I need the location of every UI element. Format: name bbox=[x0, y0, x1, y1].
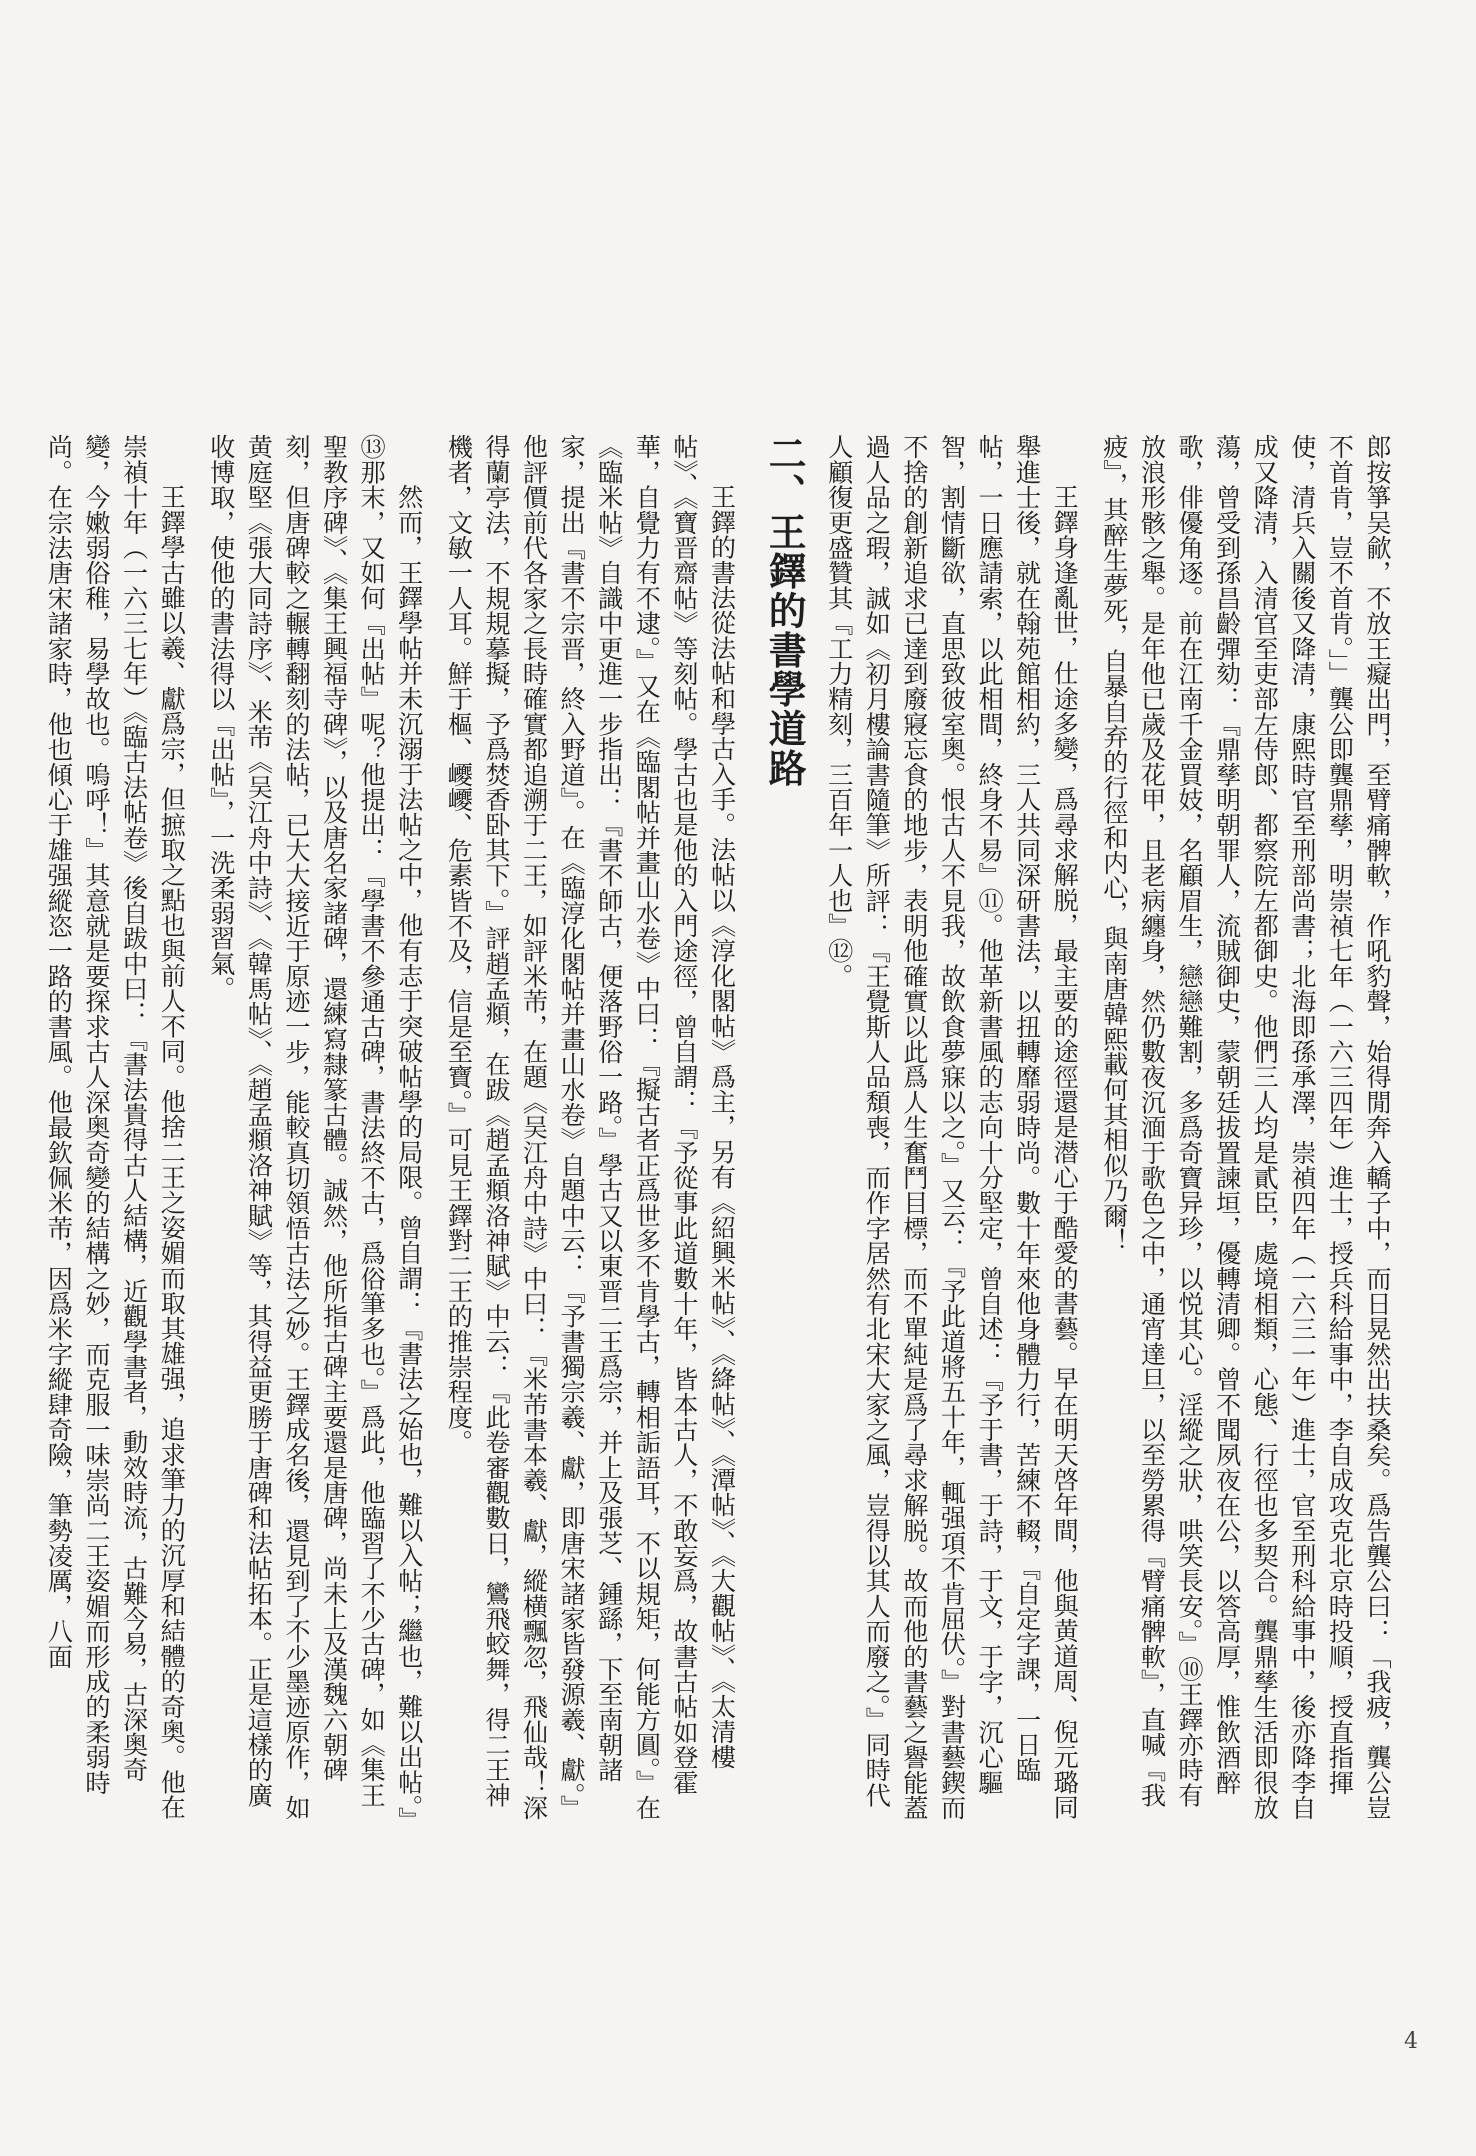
vertical-text-body bbox=[44, 434, 1396, 1824]
paragraph-3: 王鐸的書法從法帖和學古入手。法帖以《淳化閣帖》爲主，另有《紹興米帖》、《絳帖》、《潭帖》、《大觀帖》、《太清樓帖》、《寶晋齋帖》等刻帖。學古也是他的入門途徑，曾自謂：『予從事此道數十年，皆本古人，不敢妄爲，故書古帖如登霍華，自覺力有不逮。』又在《臨閣帖并畫山水卷》中曰：『擬古者正爲世多不肯學古，轉相詬語耳，不以規矩，何能方圓。』在《臨米帖》自識中更進一步指出：『書不師古，便落野俗一路。』學古又以東晋二王爲宗，并上及張芝、鍾繇，下至南朝諸家，提出『書不宗晋，終入野道』。在《臨淳化閣帖并畫山水卷》自題中云：『予書獨宗羲、獻，即唐宋諸家皆發源羲、獻。』他評價前代各家之長時確實都追溯于二王，如評米芾，在題《吴江舟中詩》中曰：『米芾書本羲、獻，縱横飄忽，飛仙哉！深得蘭亭法，不規規摹擬，予爲焚香卧其下。』評趙孟頫，在跋《趙孟頫洛神賦》中云：『此卷審觀數日，鸞飛蛟舞，得二王神機者，文敏一人耳。鮮于樞、巎巎、危素皆不及，信是至寶。』可見王鐸對二王的推崇程度。 bbox=[444, 434, 737, 1820]
section-heading: 二、王鐸的書學道路 bbox=[762, 434, 807, 788]
paragraph-5: 王鐸學古雖以羲、獻爲宗，但摭取之點也與前人不同。他捨二王之姿媚而取其雄强，追求筆力的沉厚和結體的奇奥。他在崇禎十年（一六三七年）《臨古法帖卷》後自跋中曰：『書法貴得古人結構，近觀學書者，動效時流，古難今易，古深奥奇變，今嫩弱俗稚，易學故也。嗚呼！』其意就是要探求古人深奥奇變的結構之妙，而克服一味崇尚二王姿媚而形成的柔弱時尚。在宗法唐宋諸家時，他也傾心于雄强縱恣一路的書風。他最欽佩米芾，因爲米字縱肆奇險，筆勢凌厲，八面 bbox=[44, 434, 187, 1820]
paragraph-4: 然而，王鐸學帖并未沉溺于法帖之中，他有志于突破帖學的局限。曾自謂：『書法之始也，難以入帖；繼也，難以出帖。』⑬那末，又如何『出帖』呢？他提出：『學書不參通古碑，書法終不古，爲俗筆多也。』爲此，他臨習了不少古碑，如《集王聖教序碑》、《集王興福寺碑》，以及唐名家諸碑，還練寫隸篆古體。誠然，他所指古碑主要還是唐碑，尚未上及漢魏六朝碑刻，但唐碑較之輾轉翻刻的法帖，已大大接近于原迹一步，能較真切領悟古法之妙。王鐸成名後，還見到了不少墨迹原作，如黄庭堅《張大同詩序》、米芾《吴江舟中詩》、《韓馬帖》、《趙孟頫洛神賦》等，其得益更勝于唐碑和法帖拓本。正是這樣的廣收博取，使他的書法得以『出帖』，一洗柔弱習氣。 bbox=[206, 434, 424, 1820]
paragraph-2: 王鐸身逢亂世，仕途多變，爲尋求解脱，最主要的途徑還是潜心于酷愛的書藝。早在明天啓年間，他與黄道周、倪元璐同舉進士後，就在翰苑館相約，三人共同深研書法，以扭轉靡弱時尚。數十年來他身體力行，苦練不輟，『自定字課，一日臨帖，一日應請索，以此相間，終身不易』⑪。他革新書風的志向十分堅定，曾自述：『予于書，于詩，于文，于字，沉心驅智，割情斷欲，直思致彼室奥。恨古人不見我，故飲食夢寐以之。』又云：『予此道將五十年，輒强項不肯屈伏。』對書藝鍥而不捨的創新追求已達到廢寢忘食的地步，表明他確實以此爲人生奮鬥目標，而不單純是爲了尋求解脱。故而他的書藝之譽能蓋過人品之瑕，誠如《初月樓論書隨筆》所評：『王覺斯人品頽喪，而作字居然有北宋大家之風，豈得以其人而廢之。』同時代人顧復更盛贊其『工力精刻，三百年一人也』⑫。 bbox=[824, 434, 1080, 1820]
page-number: 4 bbox=[1404, 2029, 1418, 2054]
paragraph-1: 郎按箏吴歈，不放王癡出門，至臂痛髀軟，作吼豹聲，始得閒奔入轎子中，而日晃然出扶桑矣。爲告龔公曰：「我疲，龔公豈不首肯，豈不首肯。」」龔公即龔鼎孳，明崇禎七年（一六三四年）進士，授兵科給事中，李自成攻克北京時投順，授直指揮使，清兵入關後又降清，康熙時官至刑部尚書；北海即孫承澤，崇禎四年（一六三一年）進士，官至刑科給事中，後亦降李自成又降清，入清官至吏部左侍郎、都察院左都御史。他們三人均是貳臣，處境相類，心態、行徑也多契合。龔鼎孳生活即很放蕩，曾受到孫昌齡彈劾：『鼎孳明朝罪人，流賊御史，蒙朝廷拔置諫垣，優轉清卿。曾不聞夙夜在公，以答高厚，惟飲酒醉歌，俳優角逐。前在江南千金買妓，名顧眉生，戀戀難割，多爲奇寶异珍，以悦其心。淫縱之狀，哄笑長安。』⑩王鐸亦時有放浪形骸之舉。是年他已歲及花甲，且老病纏身，然仍數夜沉湎于歌色之中，通宵達旦，以至勞累得『臂痛髀軟』，直喊『我疲』，其醉生夢死，自暴自弃的行徑和内心，與南唐韓熙載何其相似乃爾！ bbox=[1099, 434, 1392, 1820]
